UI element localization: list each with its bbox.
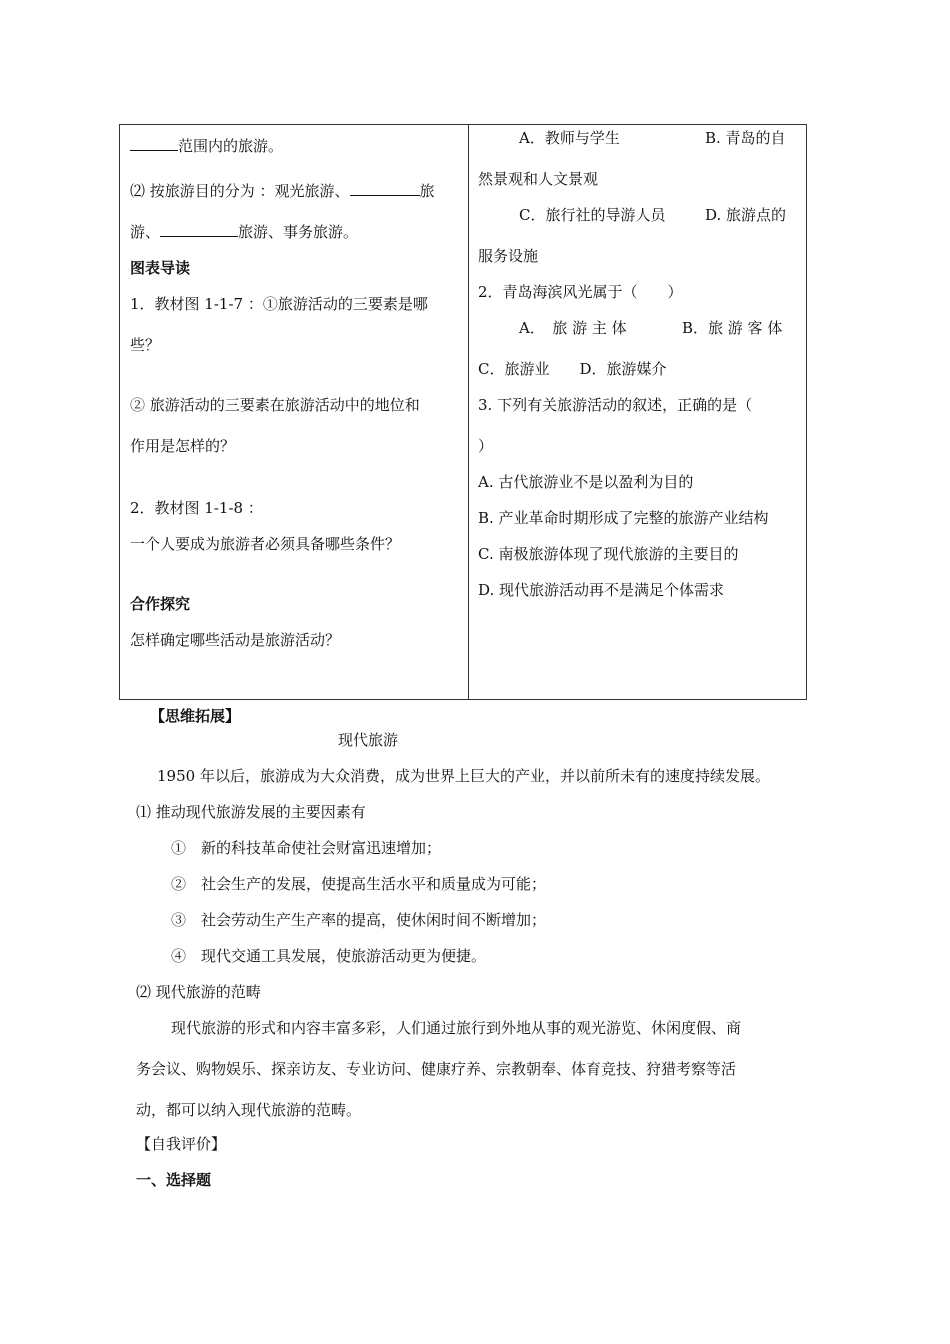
section-choice-questions: 一、选择题: [136, 1171, 212, 1189]
left-line-2: ⑵ 按旅游目的分为 ：观光旅游、 旅: [130, 182, 435, 200]
option-cd-2: C．旅游业 D．旅游媒介: [478, 360, 667, 378]
factor-item: ④ 现代交通工具发展，使旅游活动更为便捷。: [171, 947, 487, 965]
q2-line-2: 一个人要成为旅游者必须具备哪些条件？: [130, 535, 401, 553]
coop-question: 怎样确定哪些活动是旅游活动？: [130, 631, 341, 649]
factor-item: ③ 社会劳动生产生产率的提高，使休闲时间不断增加；: [171, 911, 547, 929]
option-c-3: C. 南极旅游体现了现代旅游的主要目的: [478, 545, 739, 563]
q1-line-2: 些？: [130, 336, 161, 354]
content-table: [119, 124, 807, 700]
left-line-3: 游、 旅游、事务旅游。: [130, 223, 359, 241]
option-b-1-cont: 然景观和人文景观: [478, 170, 599, 188]
option-b-2: B．旅 游 客 体: [682, 319, 783, 337]
q1b-line-1: ② 旅游活动的三要素在旅游活动中的地位和: [130, 396, 420, 414]
paragraph-2-line-3: 动，都可以纳入现代旅游的范畴。: [136, 1101, 362, 1119]
column-divider: [468, 125, 469, 699]
q2-line-1: 2．教材图 1-1-8 ：: [130, 499, 263, 517]
left-line-1: 范围内的旅游。: [130, 136, 283, 156]
q1-line-1: 1．教材图 1-1-7 ：①旅游活动的三要素是哪: [130, 295, 428, 313]
blank-2: [350, 181, 420, 196]
blank-3: [160, 222, 238, 237]
section-title: 现代旅游: [338, 731, 399, 749]
factor-item: ② 社会生产的发展，使提高生活水平和质量成为可能；: [171, 875, 547, 893]
option-d-3: D. 现代旅游活动再不是满足个体需求: [478, 581, 725, 599]
subsection-1: ⑴ 推动现代旅游发展的主要因素有: [136, 803, 366, 821]
subsection-2: ⑵ 现代旅游的范畴: [136, 983, 261, 1001]
extension-heading: 【思维拓展】: [150, 707, 241, 725]
self-evaluation-heading: 【自我评价】: [136, 1135, 227, 1153]
option-a-2: A． 旅 游 主 体: [519, 319, 627, 337]
option-a-1: A．教师与学生: [519, 129, 620, 147]
blank-1: [130, 136, 178, 151]
paragraph-2-line-1: 现代旅游的形式和内容丰富多彩，人们通过旅行到外地从事的观光游览、休闲度假、商: [171, 1019, 742, 1037]
heading-chart-guide: 图表导读: [130, 259, 191, 277]
option-c-1: C．旅行社的导游人员: [519, 206, 666, 224]
question-3: 3. 下列有关旅游活动的叙述，正确的是（: [478, 396, 753, 414]
option-b-1: B. 青岛的自: [705, 129, 786, 147]
factor-item: ① 新的科技革命使社会财富迅速增加；: [171, 839, 442, 857]
q1b-line-2: 作用是怎样的？: [130, 437, 236, 455]
paragraph-2-line-2: 务会议、购物娱乐、探亲访友、专业访问、健康疗养、宗教朝奉、体育竞技、狩猎考察等活: [136, 1060, 737, 1078]
question-2: 2．青岛海滨风光属于（ ）: [478, 283, 683, 301]
option-d-1-cont: 服务设施: [478, 247, 539, 265]
question-3-cont: ）: [478, 437, 494, 455]
option-d-1: D. 旅游点的: [705, 206, 787, 224]
paragraph-1: 1950 年以后，旅游成为大众消费，成为世界上巨大的产业，并以前所未有的速度持续发展。: [157, 767, 770, 785]
option-a-3: A. 古代旅游业不是以盈利为目的: [478, 473, 694, 491]
option-b-3: B. 产业革命时期形成了完整的旅游产业结构: [478, 509, 769, 527]
heading-cooperation: 合作探究: [130, 595, 191, 613]
